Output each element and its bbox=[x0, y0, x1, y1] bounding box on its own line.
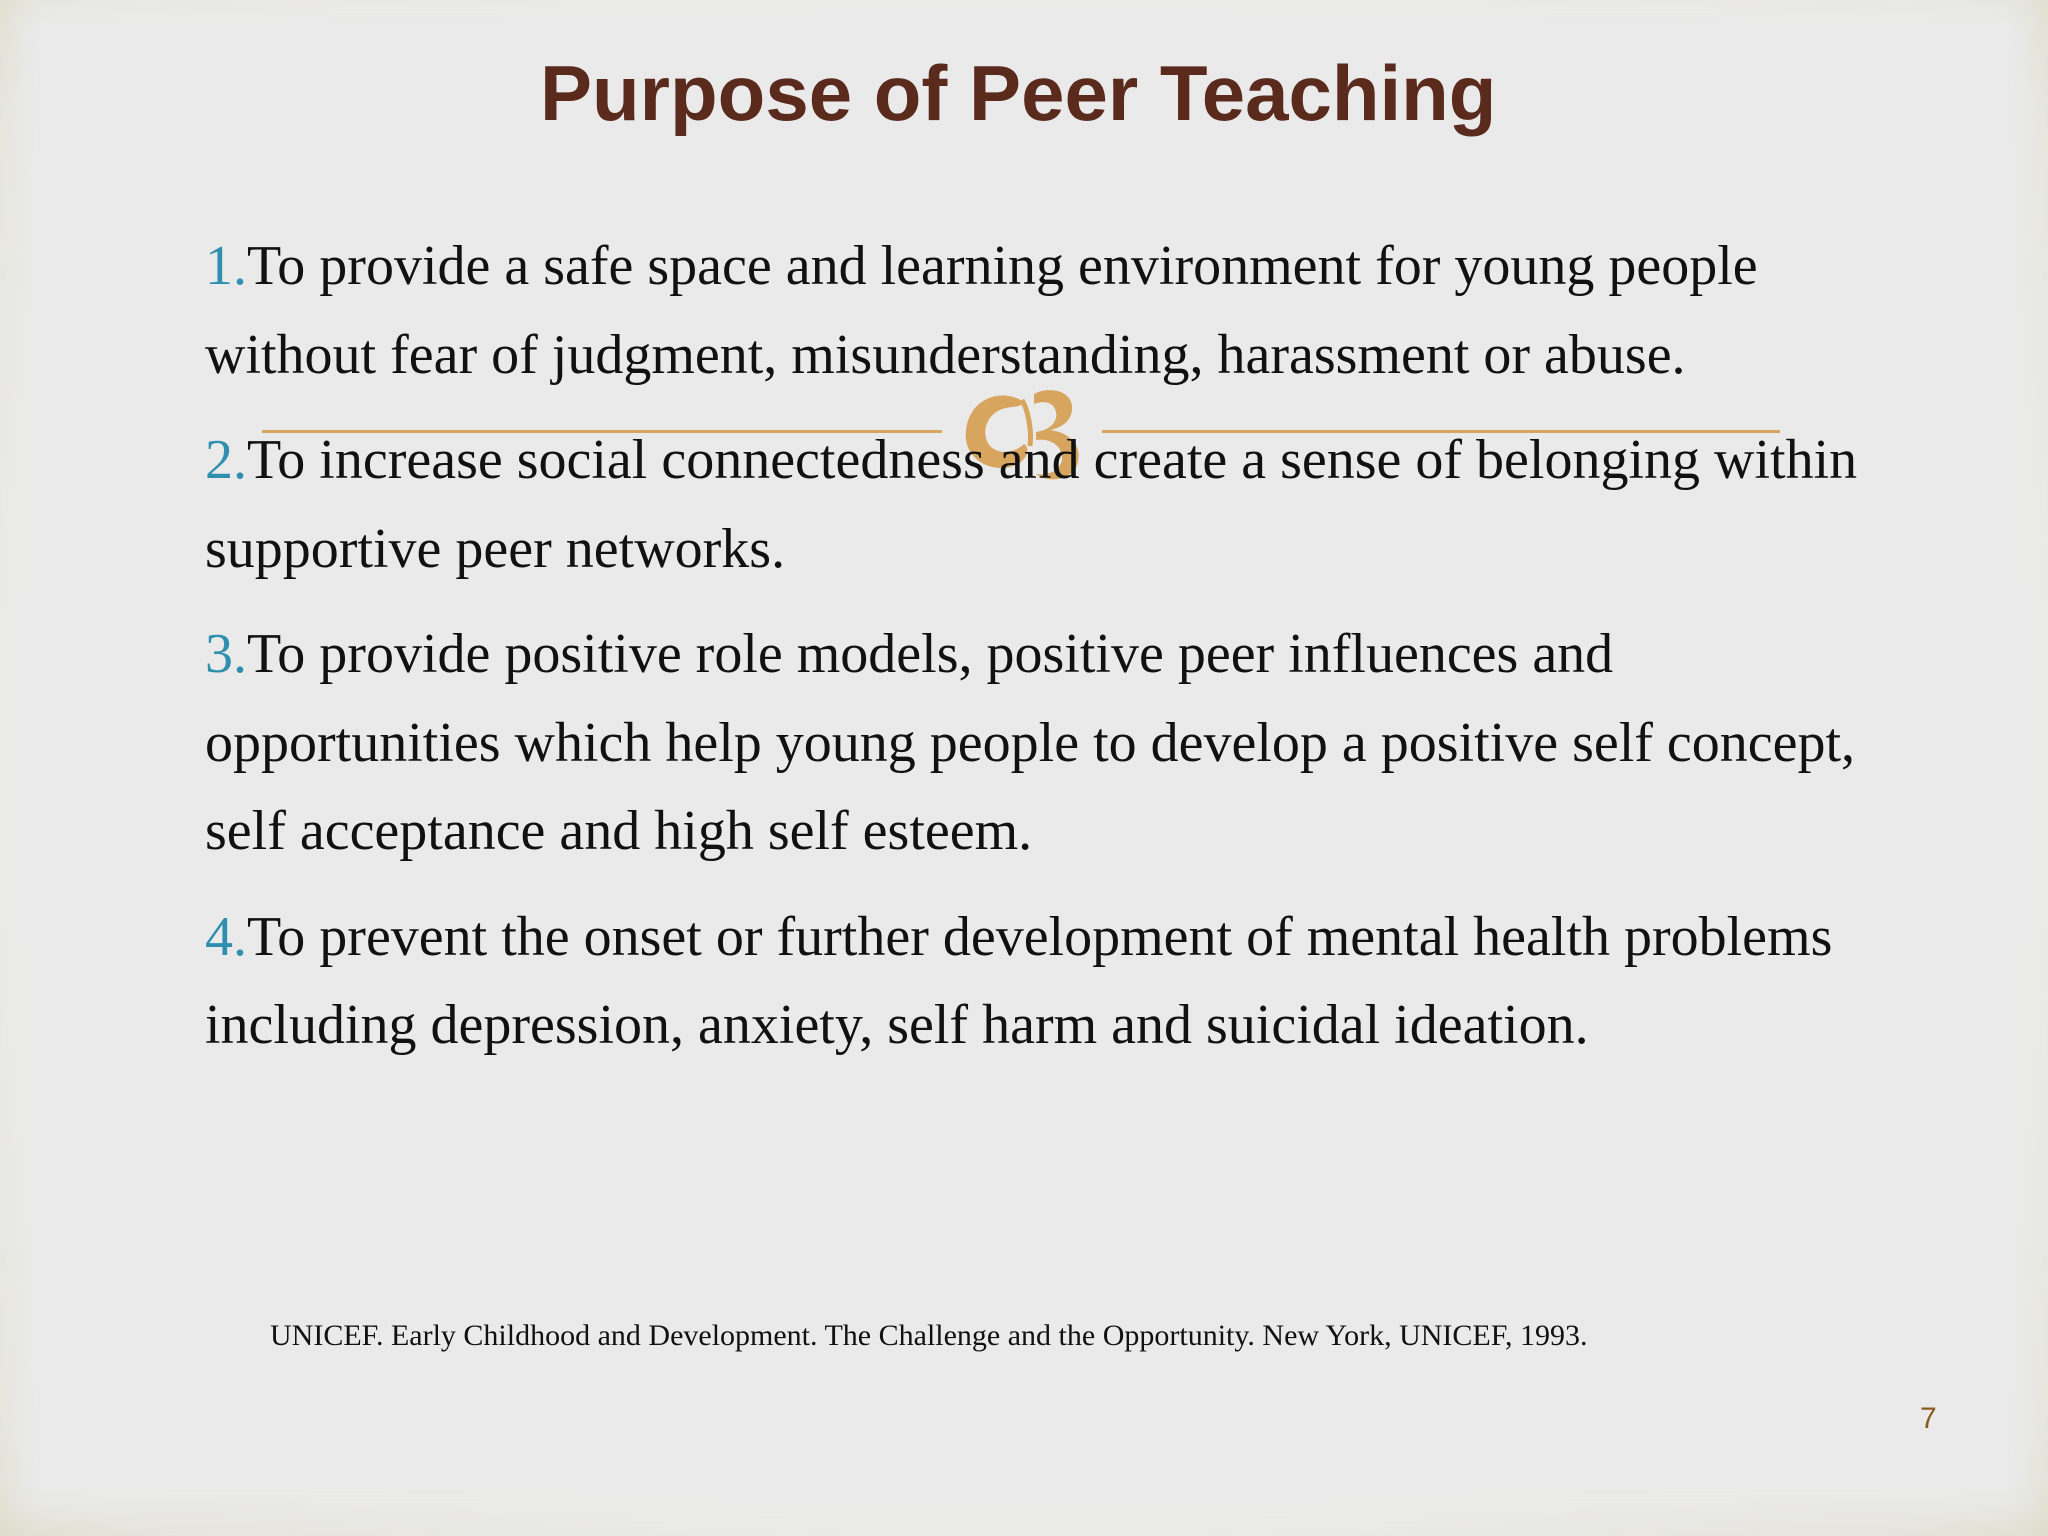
list-item-text: To provide a safe space and learning environment for young people without fear of judgment, misunderstanding, harassment or abuse. bbox=[205, 235, 1758, 386]
page-number: 7 bbox=[1920, 1402, 1937, 1435]
list-item-text: To increase social connectedness and create a sense of belonging within supportive peer networks. bbox=[205, 429, 1858, 580]
list-item bbox=[205, 893, 1905, 1070]
list-item-number: 4. bbox=[205, 905, 247, 968]
list-item-number: 1. bbox=[205, 235, 247, 297]
purpose-list bbox=[205, 222, 1905, 1087]
list-item bbox=[205, 222, 1905, 399]
list-item-text: To prevent the onset or further development of mental health problems including depression, anxiety, self harm and suicidal ideation. bbox=[205, 905, 1833, 1056]
list-item bbox=[205, 416, 1905, 593]
list-item-text: To provide positive role models, positive peer influences and opportunities which help young people to develop a positive self concept, self acceptance and high self esteem. bbox=[205, 623, 1856, 862]
list-item-number: 2. bbox=[205, 429, 247, 491]
list-item-number: 3. bbox=[205, 623, 247, 685]
list-item bbox=[205, 610, 1905, 876]
slide-title: Purpose of Peer Teaching bbox=[540, 49, 1497, 137]
citation: UNICEF. Early Childhood and Development. The Challenge and the Opportunity. New York, UNICEF, 1993. bbox=[270, 1319, 1588, 1352]
